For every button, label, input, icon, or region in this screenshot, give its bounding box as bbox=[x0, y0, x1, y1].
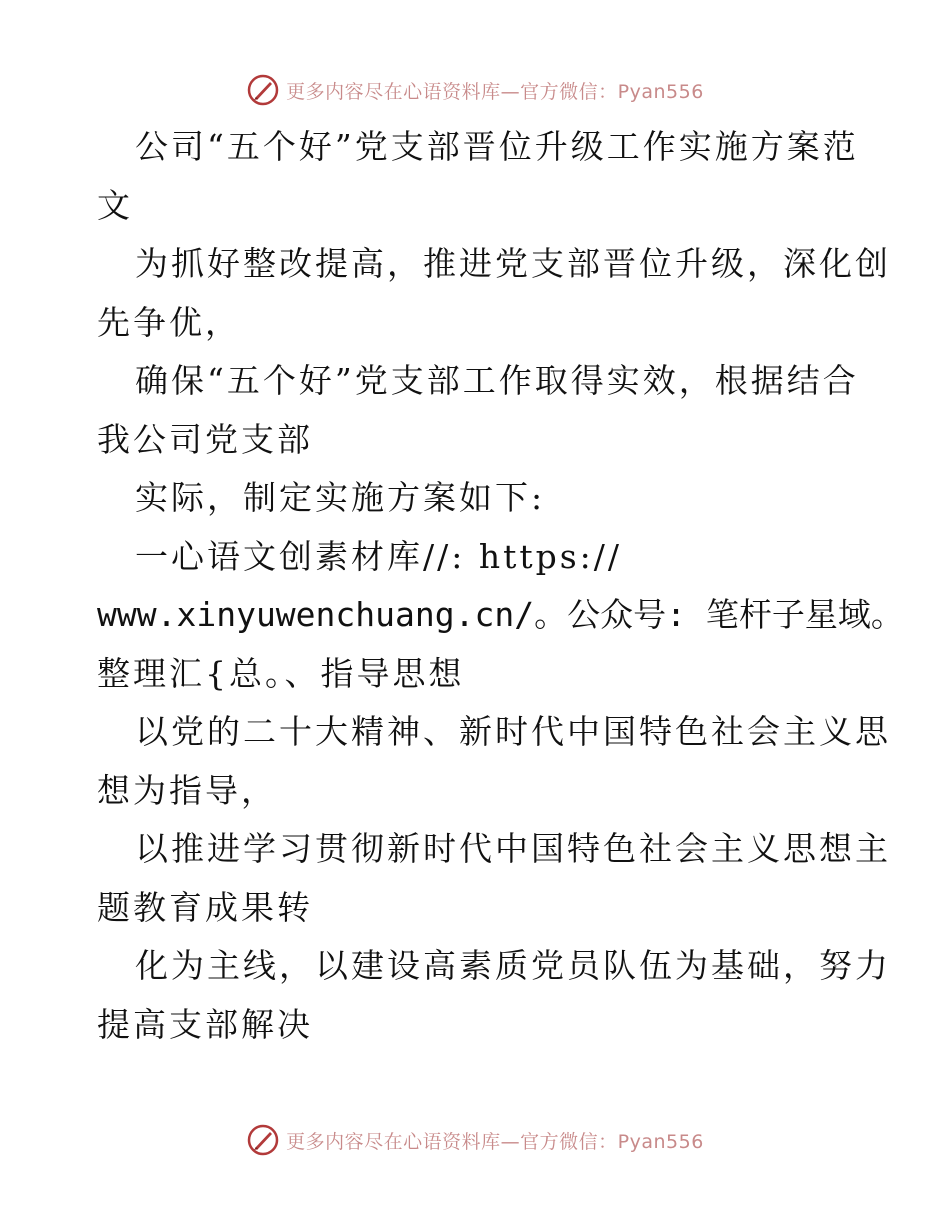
document-body bbox=[97, 118, 904, 1054]
doc-line: 先争优， bbox=[97, 302, 241, 342]
doc-line-title: 公司“五个好”党支部晋位升级工作实施方案范 bbox=[135, 127, 859, 166]
quill-pen-seal-icon bbox=[246, 73, 280, 107]
doc-line: 我公司党支部 bbox=[97, 419, 313, 459]
footer-banner bbox=[0, 1120, 950, 1160]
doc-line: 为抓好整改提高，推进党支部晋位升级，深化创 bbox=[135, 244, 891, 283]
header-banner bbox=[0, 70, 950, 110]
quill-pen-seal-icon bbox=[246, 1123, 280, 1157]
doc-line: 实际，制定实施方案如下: bbox=[135, 478, 546, 517]
doc-line: 题教育成果转 bbox=[97, 887, 313, 927]
doc-line-url: www.xinyuwenchuang.cn/。公众号: 笔杆子星域。 bbox=[97, 595, 904, 634]
header-banner-text: 更多内容尽在心语资料库—官方微信：Pyan556 bbox=[286, 80, 704, 103]
doc-line: 化为主线，以建设高素质党员队伍为基础，努力 bbox=[135, 946, 891, 985]
doc-line: 提高支部解决 bbox=[97, 1004, 313, 1044]
footer-banner-text: 更多内容尽在心语资料库—官方微信：Pyan556 bbox=[286, 1130, 704, 1153]
doc-line-title-cont: 文 bbox=[97, 185, 133, 225]
doc-line-heading: 整理汇{总。、指导思想 bbox=[97, 653, 465, 693]
doc-line: 确保“五个好”党支部工作取得实效，根据结合 bbox=[135, 361, 859, 400]
doc-line: 以党的二十大精神、新时代中国特色社会主义思 bbox=[135, 712, 891, 751]
doc-line: 以推进学习贯彻新时代中国特色社会主义思想主 bbox=[135, 829, 891, 868]
doc-line-source: 一心语文创素材库//: https:// bbox=[135, 536, 623, 576]
doc-line: 想为指导， bbox=[97, 770, 277, 810]
